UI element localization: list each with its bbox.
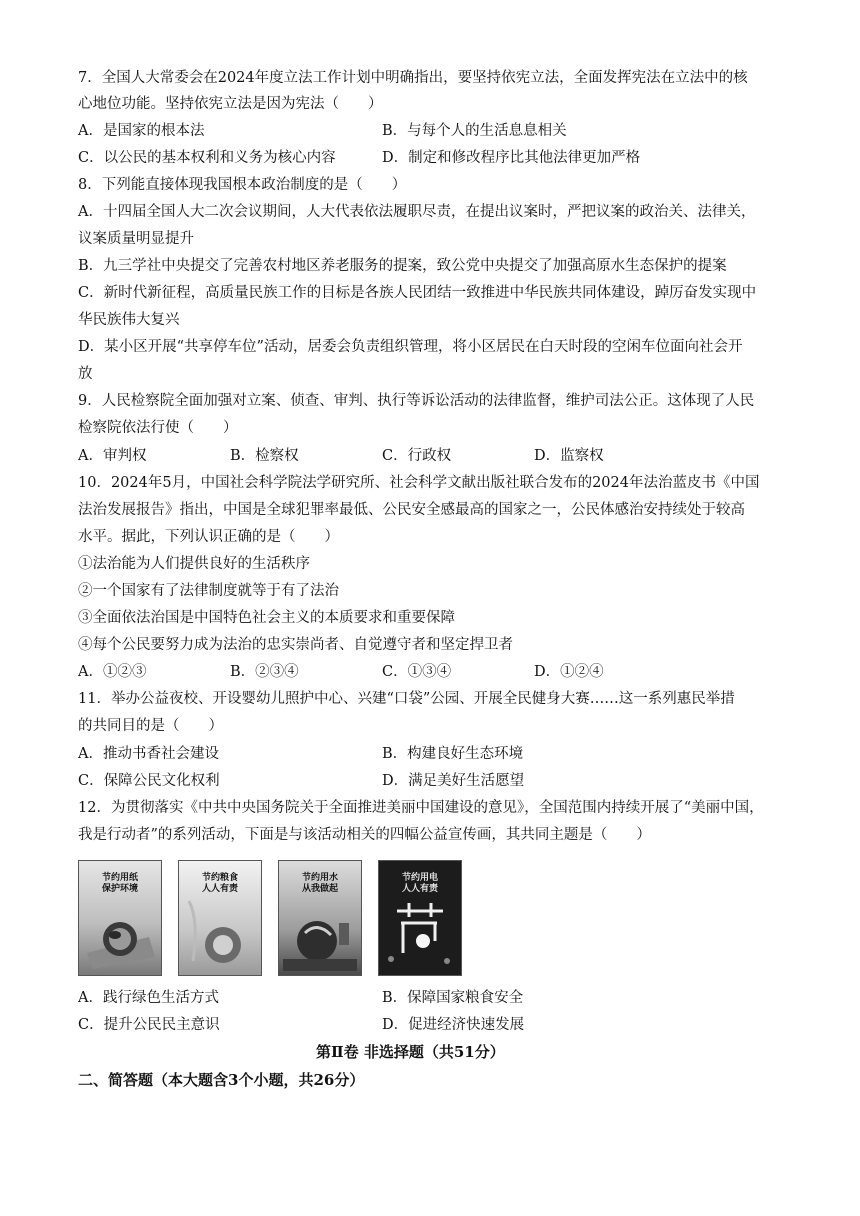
water-drop-earth-icon bbox=[279, 861, 361, 975]
q12-stem-line2: 我是行动者”的系列活动，下面是与该活动相关的四幅公益宣传画，其共同主题是（ ） bbox=[78, 827, 651, 843]
q8-stem: 8．下列能直接体现我国根本政治制度的是（ ） bbox=[78, 177, 407, 193]
poster-save-water bbox=[278, 860, 362, 976]
q12-option-d: D．促进经济快速发展 bbox=[382, 1017, 525, 1033]
q8-option-d-line1: D．某小区开展“共享停车位”活动，居委会负责组织管理，将小区居民在白天时段的空闲车位面向社会开 bbox=[78, 339, 743, 355]
q11-option-a: A．推动书香社会建设 bbox=[78, 746, 219, 762]
poster-save-electricity bbox=[378, 860, 462, 976]
q12-stem-line1: 12．为贯彻落实《中共中央国务院关于全面推进美丽中国建设的意见》，全国范围内持续开展了“美丽中国， bbox=[78, 800, 764, 816]
q7-option-c: C．以公民的基本权利和义务为核心内容 bbox=[78, 150, 336, 166]
q7-option-d: D．制定和修改程序比其他法律更加严格 bbox=[382, 150, 641, 166]
q7-stem-line1: 7．全国人大常委会在2024年度立法工作计划中明确指出，要坚持依宪立法，全面发挥宪法在立法中的核 bbox=[78, 70, 748, 86]
q11-option-b: B．构建良好生态环境 bbox=[382, 746, 524, 762]
poster-caption: 节约用电 人人有责 bbox=[401, 873, 438, 894]
q10-option-c: C．①③④ bbox=[382, 664, 452, 680]
q10-option-b: B．②③④ bbox=[230, 664, 299, 680]
q11-stem-line2: 的共同目的是（ ） bbox=[78, 718, 223, 734]
q8-option-a-line1: A．十四届全国人大二次会议期间，人大代表依法履职尽责，在提出议案时，严把议案的政治关、法律关， bbox=[78, 204, 756, 220]
poster-save-paper bbox=[78, 860, 162, 976]
q12-option-c: C．提升公民民主意识 bbox=[78, 1017, 220, 1033]
q7-stem-line2: 心地位功能。坚持依宪立法是因为宪法（ ） bbox=[78, 96, 383, 112]
q10-statement-4: ④每个公民要努力成为法治的忠实崇尚者、自觉遵守者和坚定捍卫者 bbox=[78, 637, 513, 653]
q8-option-c-line2: 华民族伟大复兴 bbox=[78, 312, 180, 328]
q9-option-d: D．监察权 bbox=[534, 448, 604, 464]
q11-option-c: C．保障公民文化权利 bbox=[78, 773, 220, 789]
section2-title: 二、简答题（本大题含3个小题，共26分） bbox=[78, 1071, 365, 1089]
q11-stem-line1: 11．举办公益夜校、开设婴幼儿照护中心、兴建“口袋”公园、开展全民健身大赛……这一系列惠民举措 bbox=[78, 691, 735, 707]
q10-stem-line2: 法治发展报告》指出，中国是全球犯罪率最低、公民安全感最高的国家之一，公民体感治安持续处于较高 bbox=[78, 502, 745, 518]
q10-stem-line3: 水平。据此，下列认识正确的是（ ） bbox=[78, 529, 339, 545]
q8-option-b: B．九三学社中央提交了完善农村地区养老服务的提案，致公党中央提交了加强高原水生态保护的提案 bbox=[78, 258, 727, 274]
part2-title: 第Ⅱ卷 非选择题（共51分） bbox=[316, 1043, 505, 1061]
q10-option-d: D．①②④ bbox=[534, 664, 604, 680]
q10-statement-3: ③全面依法治国是中国特色社会主义的本质要求和重要保障 bbox=[78, 610, 455, 626]
q10-statement-2: ②一个国家有了法律制度就等于有了法治 bbox=[78, 583, 339, 599]
poster-caption: 节约粮食 人人有责 bbox=[201, 873, 238, 894]
rice-bowl-icon bbox=[179, 861, 261, 975]
poster-save-food bbox=[178, 860, 262, 976]
poster-caption: 节约用水 从我做起 bbox=[301, 873, 338, 894]
q12-option-b: B．保障国家粮食安全 bbox=[382, 990, 524, 1006]
q7-option-b: B．与每个人的生活息息相关 bbox=[382, 123, 567, 139]
q10-statement-1: ①法治能为人们提供良好的生活秩序 bbox=[78, 556, 310, 572]
q11-option-d: D．满足美好生活愿望 bbox=[382, 773, 525, 789]
q9-option-c: C．行政权 bbox=[382, 448, 452, 464]
q8-option-d-line2: 放 bbox=[78, 366, 93, 382]
q9-stem-line2: 检察院依法行使（ ） bbox=[78, 420, 238, 436]
q9-stem-line1: 9．人民检察院全面加强对立案、侦查、审判、执行等诉讼活动的法律监督，维护司法公正。这体现了人民 bbox=[78, 393, 755, 409]
q10-option-a: A．①②③ bbox=[78, 664, 147, 680]
q8-option-c-line1: C．新时代新征程，高质量民族工作的目标是各族人民团结一致推进中华民族共同体建设，踔厉奋发实现中 bbox=[78, 285, 757, 301]
q7-option-a: A．是国家的根本法 bbox=[78, 123, 205, 139]
poster-caption: 节约用纸 保护环境 bbox=[101, 873, 138, 894]
q9-option-a: A．审判权 bbox=[78, 448, 147, 464]
q12-option-a: A．践行绿色生活方式 bbox=[78, 990, 219, 1006]
q8-option-a-line2: 议案质量明显提升 bbox=[78, 231, 194, 247]
q9-option-b: B．检察权 bbox=[230, 448, 299, 464]
globe-paper-icon bbox=[79, 861, 161, 975]
q10-stem-line1: 10．2024年5月，中国社会科学院法学研究所、社会科学文献出版社联合发布的2024年法治蓝皮书《中国 bbox=[78, 475, 760, 491]
lightbulb-icon bbox=[379, 861, 461, 975]
